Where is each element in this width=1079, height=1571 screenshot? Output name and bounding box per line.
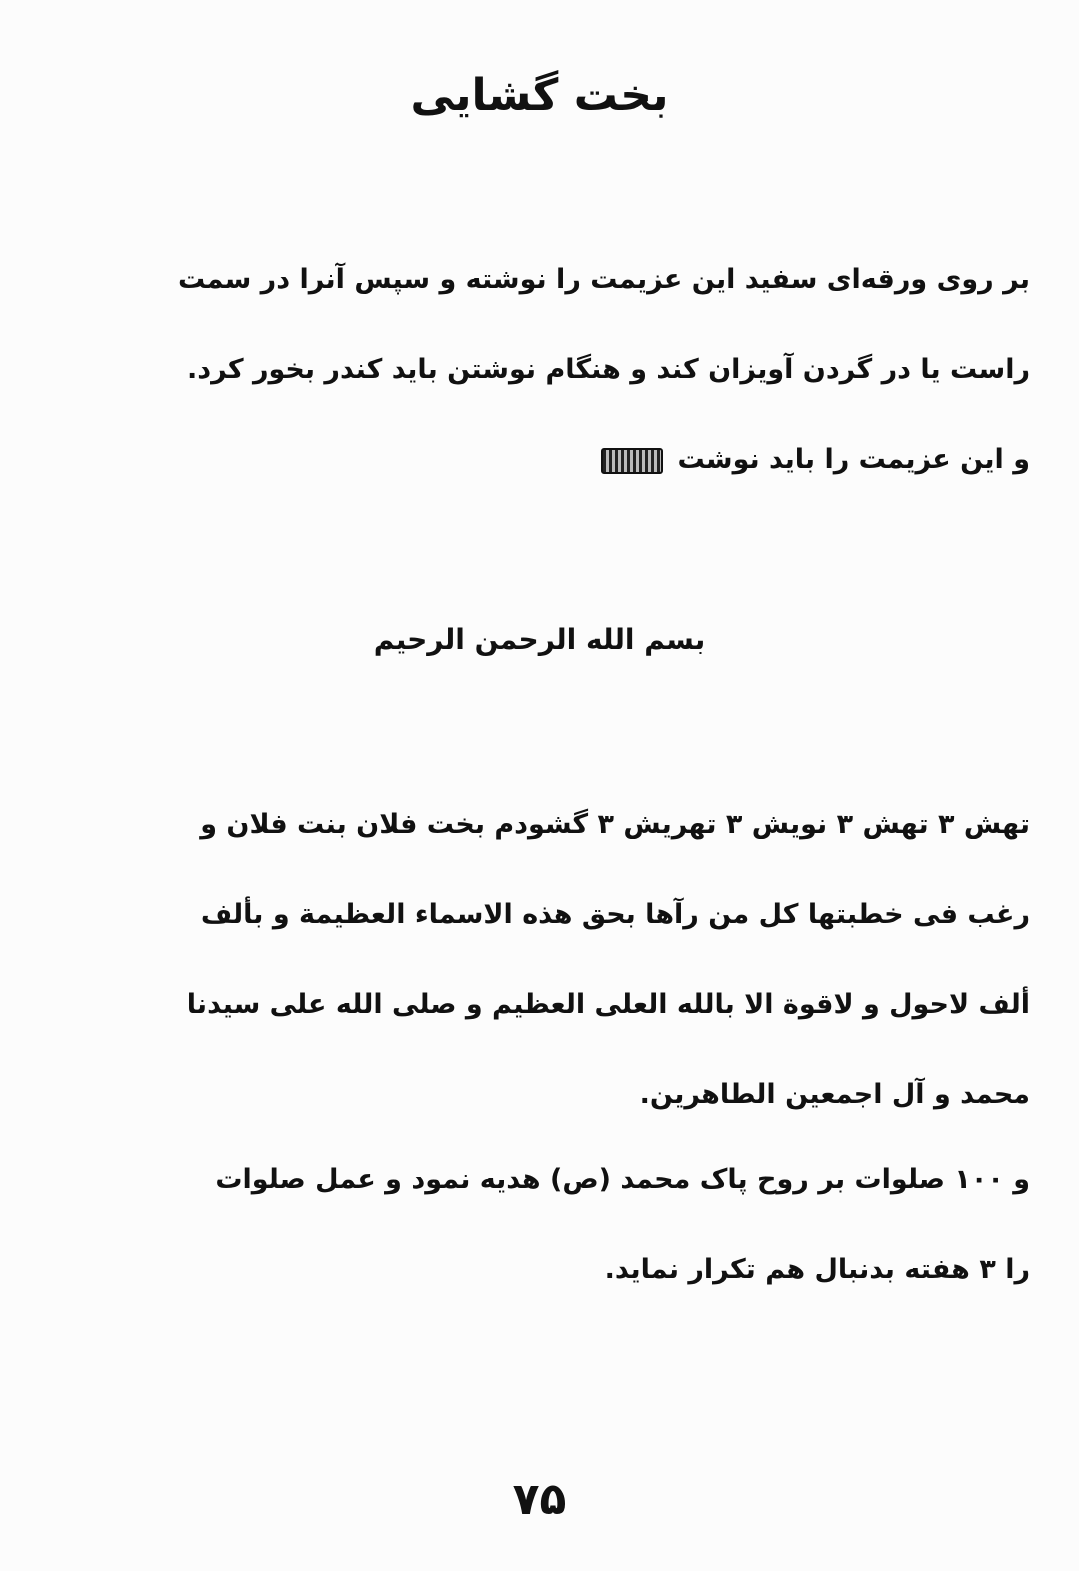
page-title: بخت گشایی — [410, 70, 669, 121]
text-line: تهش ۳ تهش ۳ نویش ۳ تهریش ۳ گشودم بخت فلان بنت فلان و — [200, 809, 1030, 840]
text-line: ألف لاحول و لاقوة الا بالله العلی العظیم و صلی الله علی سیدنا — [186, 989, 1030, 1020]
text-line: را ۳ هفته بدنبال هم تکرار نماید. — [604, 1254, 1030, 1285]
page-number: ۷۵ — [512, 1474, 567, 1525]
closing-paragraph — [62, 1150, 1030, 1330]
reference-mark-icon — [601, 448, 663, 474]
intro-paragraph — [62, 250, 1030, 520]
text-line — [62, 430, 1030, 520]
bismillah-heading: بسم الله الرحمن الرحیم — [373, 623, 706, 656]
incantation-paragraph — [62, 795, 1030, 1155]
text-line: بر روی ورقه‌ای سفید این عزیمت را نوشته و سپس آنرا در سمت — [178, 264, 1030, 295]
text-line: محمد و آل اجمعین الطاهرین. — [639, 1079, 1030, 1110]
text-line: راست یا در گردن آویزان کند و هنگام نوشتن باید کندر بخور کرد. — [186, 354, 1030, 385]
text-line: و ۱۰۰ صلوات بر روح پاک محمد (ص) هدیه نمود و عمل صلوات — [215, 1164, 1030, 1195]
text-line: رغب فی خطبتها کل من رآها بحق هذه الاسماء العظیمة و بألف — [200, 899, 1030, 930]
text-line-content: و این عزیمت را باید نوشت — [677, 444, 1030, 475]
